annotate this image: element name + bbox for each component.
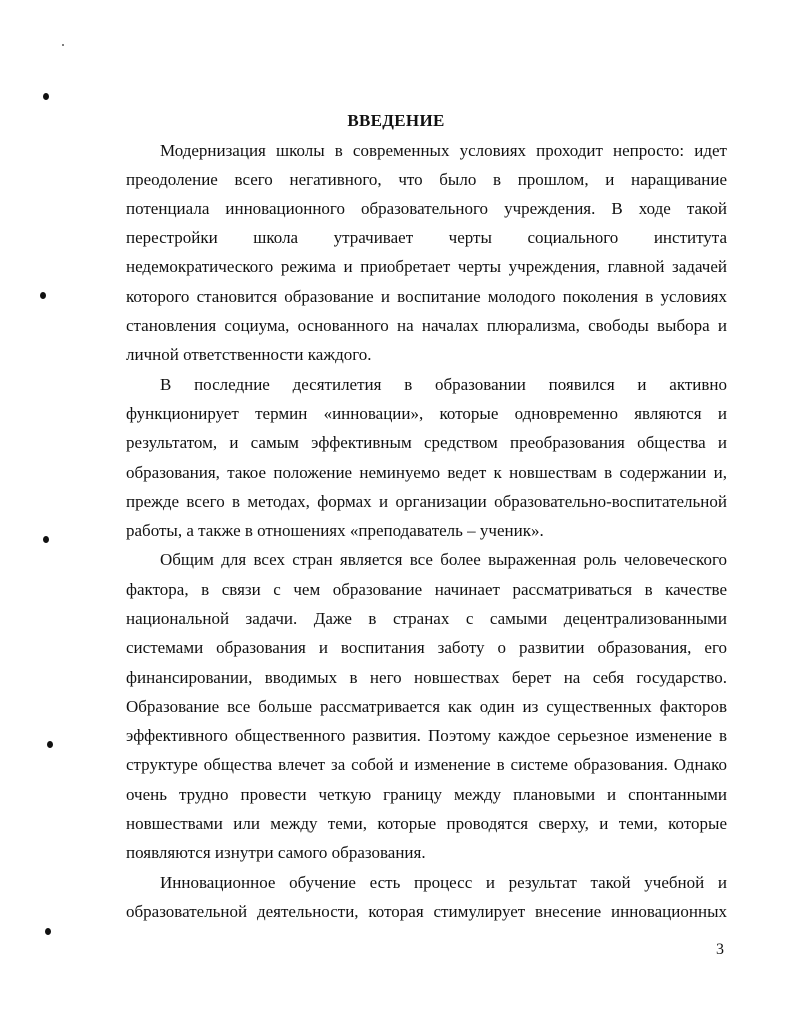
text-line: Общим для всех стран является все более выраженная роль человеческого: [160, 550, 727, 569]
text-line: структуре общества влечет за собой и изменение в системе образования. Однако: [126, 755, 727, 774]
scan-speck: [62, 44, 64, 46]
text-line: потенциала инновационного образовательного учреждения. В ходе такой: [126, 199, 727, 218]
text-line: фактора, в связи с чем образование начинает рассматриваться в качестве: [126, 580, 727, 599]
text-line: Образование все больше рассматривается как один из существенных факторов: [126, 697, 727, 716]
text-line: системами образования и воспитания заботу о развитии образования, его: [126, 638, 727, 657]
binding-hole-mark: [43, 93, 49, 100]
binding-hole-mark: [47, 741, 53, 748]
text-line: результатом, и самым эффективным средством преобразования общества и: [126, 433, 727, 452]
binding-hole-mark: [40, 292, 46, 299]
text-line: новшествами или между теми, которые проводятся сверху, и теми, которые: [126, 814, 727, 833]
text-line: преодоление всего негативного, что было в прошлом, и наращивание: [126, 170, 727, 189]
text-line: Инновационное обучение есть процесс и результат такой учебной и: [160, 873, 727, 892]
text-line: работы, а также в отношениях «преподаватель – ученик».: [126, 521, 544, 540]
text-line: национальной задачи. Даже в странах с самыми децентрализованными: [126, 609, 727, 628]
text-line: образования, такое положение неминуемо ведет к новшествам в содержании и,: [126, 463, 727, 482]
text-line: функционирует термин «инновации», которые одновременно являются и: [126, 404, 727, 423]
binding-hole-mark: [43, 536, 49, 543]
text-line: которого становится образование и воспитание молодого поколения в условиях: [126, 287, 727, 306]
text-line: личной ответственности каждого.: [126, 345, 372, 364]
text-line: финансировании, вводимых в него новшествах берет на себя государство.: [126, 668, 727, 687]
text-line: становления социума, основанного на началах плюрализма, свободы выбора и: [126, 316, 727, 335]
text-line: перестройки школа утрачивает черты социального института: [126, 228, 727, 247]
text-line: недемократического режима и приобретает черты учреждения, главной задачей: [126, 257, 727, 276]
text-line: В последние десятилетия в образовании появился и активно: [160, 375, 727, 394]
text-line: появляются изнутри самого образования.: [126, 843, 426, 862]
section-title: ВВЕДЕНИЕ: [347, 111, 445, 130]
text-line: прежде всего в методах, формах и организации образовательно-воспитательной: [126, 492, 727, 511]
text-line: очень трудно провести четкую границу между плановыми и спонтанными: [126, 785, 727, 804]
text-line: Модернизация школы в современных условиях проходит непросто: идет: [160, 141, 727, 160]
text-line: эффективного общественного развития. Поэтому каждое серьезное изменение в: [126, 726, 727, 745]
text-line: образовательной деятельности, которая стимулирует внесение инновационных: [126, 902, 727, 921]
page-number: 3: [716, 941, 724, 958]
binding-hole-mark: [45, 928, 51, 935]
